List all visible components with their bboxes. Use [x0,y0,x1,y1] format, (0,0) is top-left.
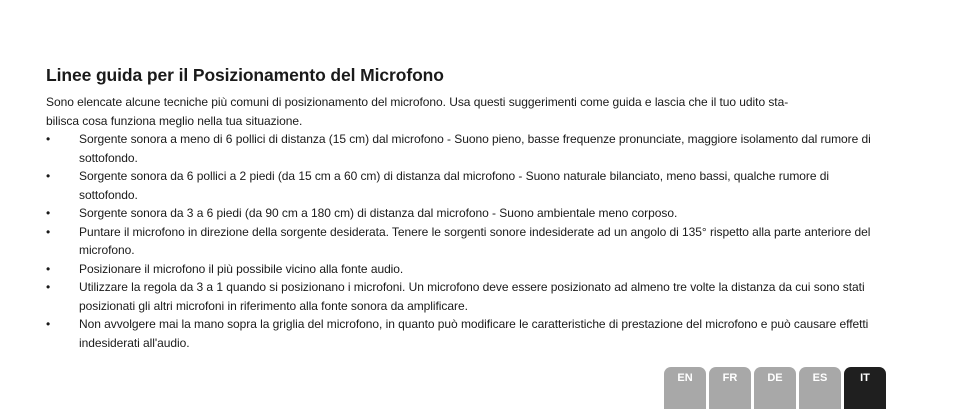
intro-paragraph [46,93,888,130]
list-item [46,130,888,167]
tab-fr[interactable]: FR [709,367,751,409]
tab-it[interactable]: IT [844,367,886,409]
bullet-icon: • [46,132,51,146]
list-item-text: Sorgente sonora da 6 pollici a 2 piedi (da 15 cm a 60 cm) di distanza dal microfono - Suono naturale bilanciato, meno bassi, qualche rumore di sottofondo. [79,169,829,202]
list-item-text: Posizionare il microfono il più possibile vicino alla fonte audio. [79,261,404,276]
intro-line-1: Sono elencate alcune tecniche più comuni di posizionamento del microfono. Usa questi suggerimenti come guida e lascia che il tuo udito sta- [46,95,789,109]
tab-es[interactable]: ES [799,367,841,409]
bullet-icon: • [46,317,51,331]
list-item [46,204,888,223]
guidelines-list [46,130,888,352]
bullet-icon: • [46,169,51,183]
list-item-text: Sorgente sonora da 3 a 6 piedi (da 90 cm a 180 cm) di distanza dal microfono - Suono ambientale meno corposo. [79,206,678,220]
intro-line-2: bilisca cosa funziona meglio nella tua situazione. [46,113,303,128]
list-item-text: Utilizzare la regola da 3 a 1 quando si posizionano i microfoni. Un microfono deve essere posizionato ad almeno tre volte la distanza da cui sono stati posizionati gli altri microfoni in riferimento alla fonte sonora da amplificare. [79,280,865,313]
list-item-text: Non avvolgere mai la mano sopra la griglia del microfono, in quanto può modificare le caratteristiche di prestazione del microfono e può causare effetti indesiderati all'audio. [79,317,869,350]
tab-de[interactable]: DE [754,367,796,409]
bullet-icon: • [46,206,51,220]
list-item [46,278,888,315]
list-item [46,260,888,279]
list-item [46,315,888,352]
bullet-icon: • [46,280,51,294]
list-item-text: Sorgente sonora a meno di 6 pollici di distanza (15 cm) dal microfono - Suono pieno, basse frequenze pronunciate, maggiore isolamento dal rumore di sottofondo. [79,132,871,165]
tab-en[interactable]: EN [664,367,706,409]
bullet-icon: • [46,224,51,239]
guidelines-section [46,64,888,352]
section-title: Linee guida per il Posizionamento del Microfono [46,65,444,85]
bullet-icon: • [46,261,51,276]
language-tabs [664,367,886,409]
list-item [46,167,888,204]
list-item-text: Puntare il microfono in direzione della sorgente desiderata. Tenere le sorgenti sonore indesiderate ad un angolo di 135° rispetto alla parte anteriore del microfono. [79,224,871,257]
list-item [46,223,888,260]
